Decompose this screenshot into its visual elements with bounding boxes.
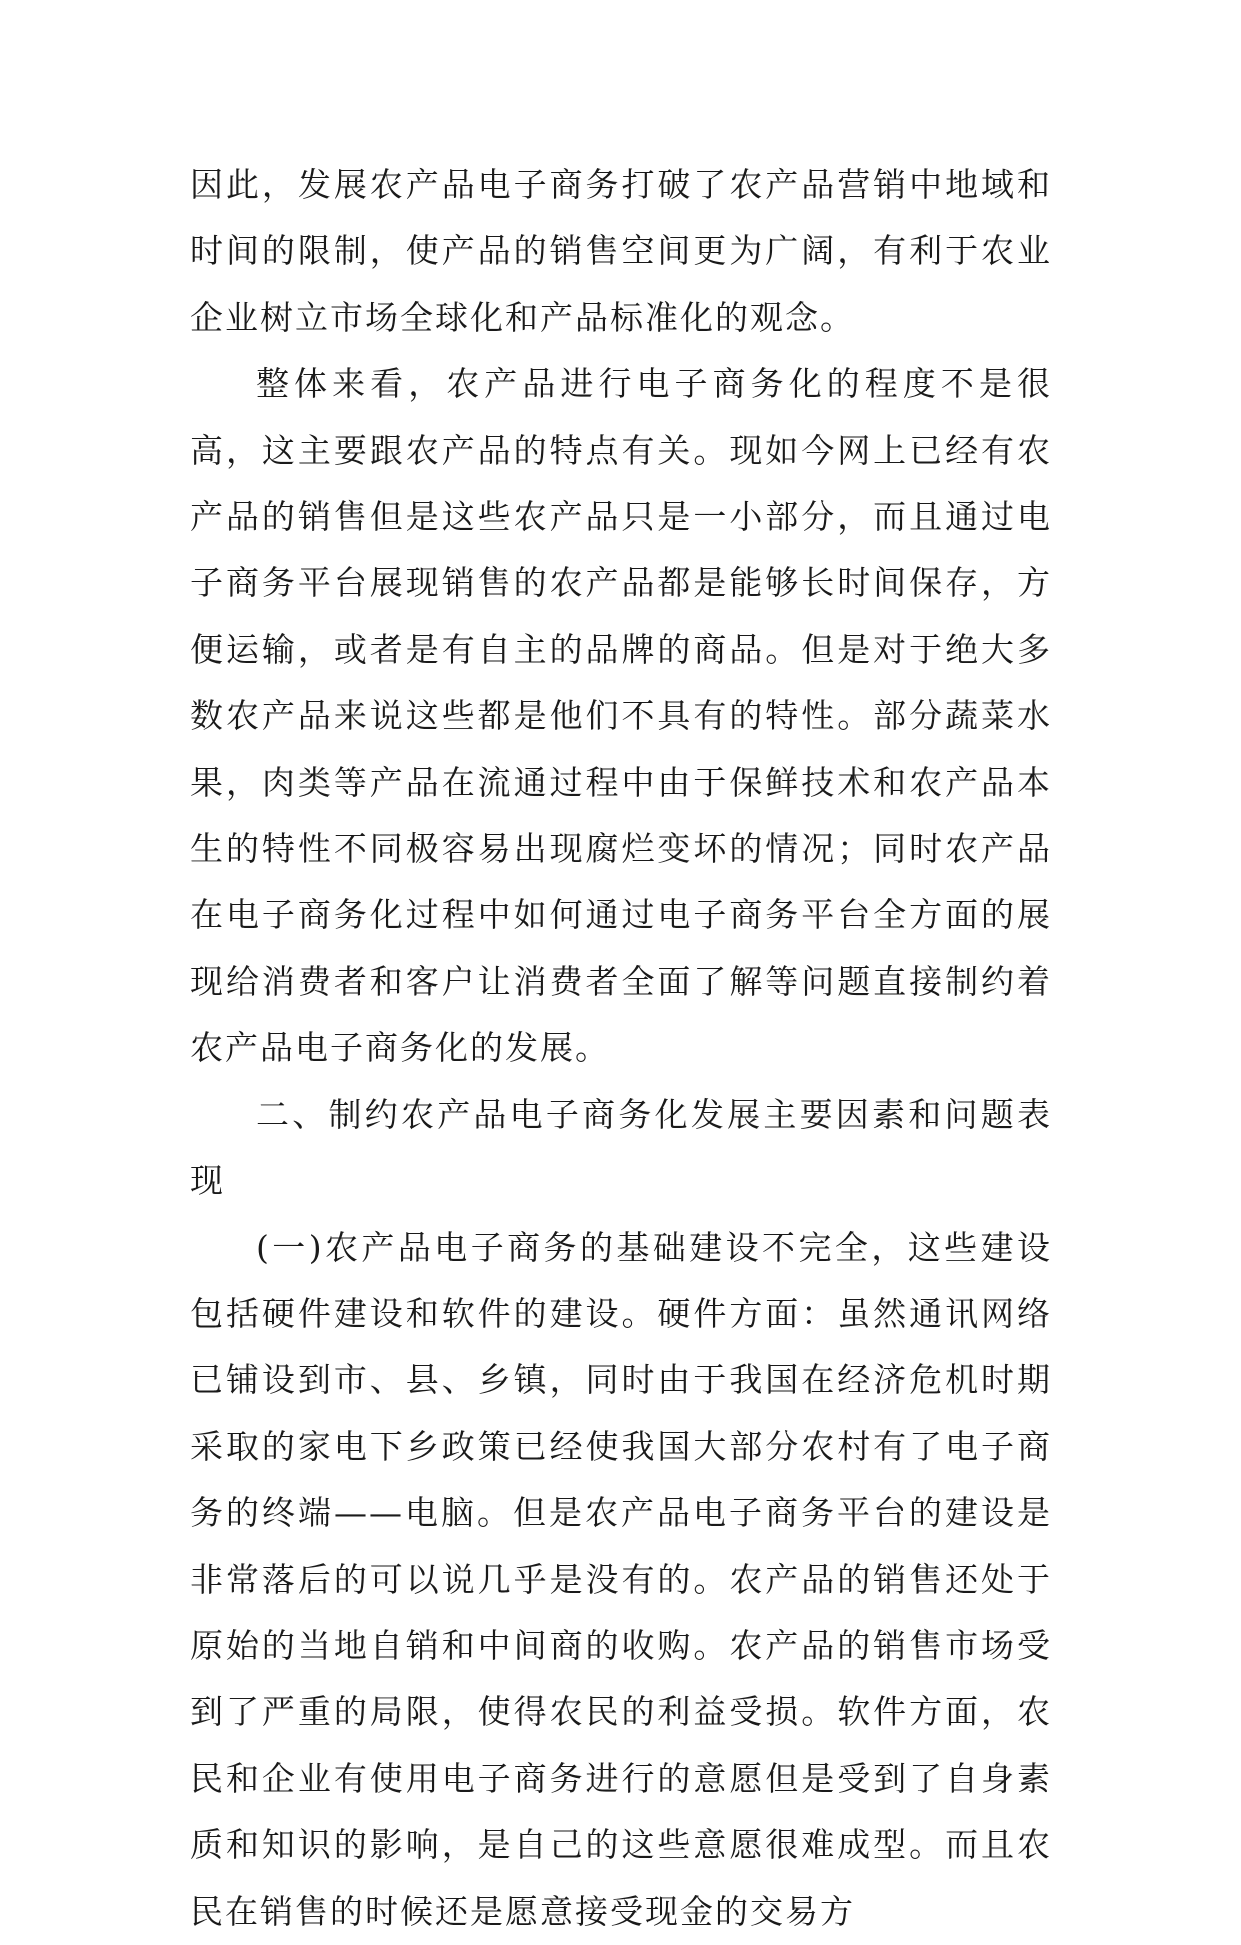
body-text bbox=[190, 152, 1052, 1945]
section-heading: 二、制约农产品电子商务化发展主要因素和问题表现 bbox=[190, 1094, 1052, 1201]
paragraph: 整体来看，农产品进行电子商务化的程度不是很高，这主要跟农产品的特点有关。现如今网上已经有农产品的销售但是这些农产品只是一小部分，而且通过电子商务平台展现销售的农产品都是能够长时间保存，方便运输，或者是有自主的品牌的商品。但是对于绝大多数农产品来说这些都是他们不具有的特性。部分蔬菜水果，肉类等产品在流通过程中由于保鲜技术和农产品本生的特性不同极容易出现腐烂变坏的情况；同时农产品在电子商务化过程中如何通过电子商务平台全方面的展现给消费者和客户让消费者全面了解等问题直接制约着农产品电子商务化的发展。 bbox=[190, 364, 1052, 1068]
paragraph: 因此，发展农产品电子商务打破了农产品营销中地域和时间的限制，使产品的销售空间更为广阔，有利于农业企业树立市场全球化和产品标准化的观念。 bbox=[190, 165, 1052, 337]
paragraph: (一)农产品电子商务的基础建设不完全，这些建设包括硬件建设和软件的建设。硬件方面：虽然通讯网络已铺设到市、县、乡镇，同时由于我国在经济危机时期采取的家电下乡政策已经使我国大部分农村有了电子商务的终端——电脑。但是农产品电子商务平台的建设是非常落后的可以说几乎是没有的。农产品的销售还处于原始的当地自销和中间商的收购。农产品的销售市场受到了严重的局限，使得农民的利益受损。软件方面，农民和企业有使用电子商务进行的意愿但是受到了自身素质和知识的影响，是自己的这些意愿很难成型。而且农民在销售的时候还是愿意接受现金的交易方 bbox=[190, 1227, 1052, 1931]
